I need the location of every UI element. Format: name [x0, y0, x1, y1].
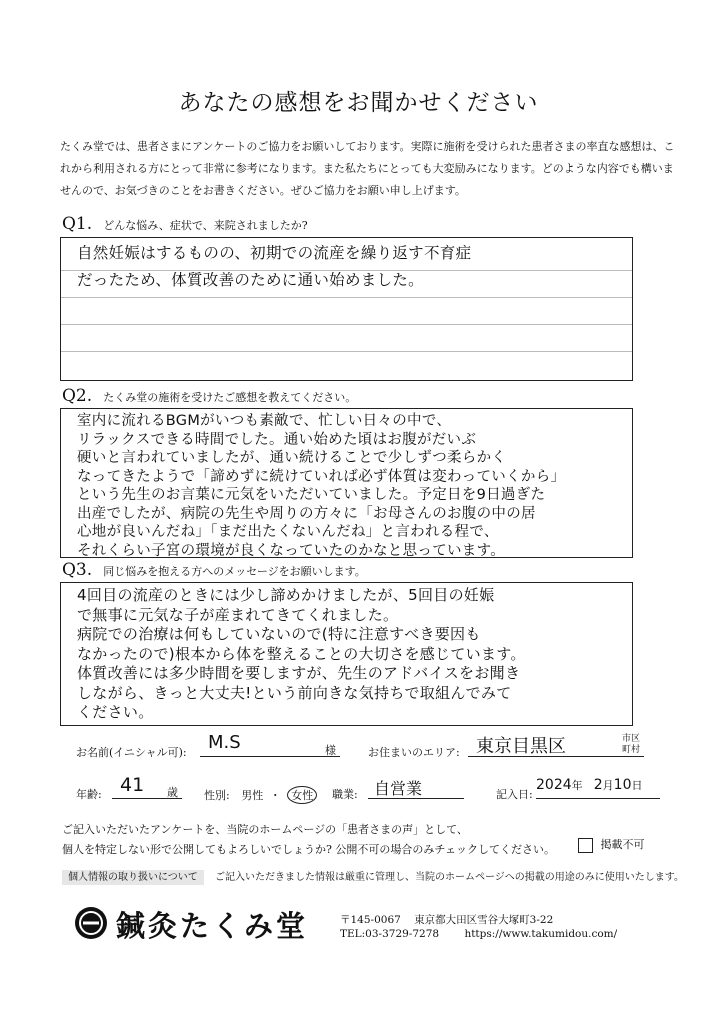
consent-line-1: ご記入いただいたアンケートを、当院のホームページの「患者さまの声」として、 — [62, 823, 468, 836]
clinic-address: 東京都大田区雪谷大塚町3-22 — [414, 914, 554, 926]
q3-header — [62, 560, 366, 580]
gender-field[interactable] — [204, 786, 317, 804]
gender-separator: ・ — [269, 789, 281, 802]
date-day: 10 — [613, 777, 632, 793]
q3-label: Q3. — [62, 560, 93, 580]
clinic-logo-mark — [74, 906, 108, 944]
q3-answer: 4回目の流産のときには少し諦めかけましたが、5回目の妊娠 で無事に元気な子が産まれてきてくれました。 病院での治療は何もしていないので(特に注意すべき要因も なかったので)根本から体を整えることの大切さを感じています。 体質改善には多少時間を要しますが、先生のアドバイスをお聞き しながら、きっと大丈夫!という前向きな気持ちで取組んでみて ください。 — [77, 586, 526, 721]
intro-text: たくみ堂では、患者さまにアンケートのご協力をお願いしております。実際に施術を受けられた患者さまの率直な感想は、これから利用される方にとって非常に参考になります。また私たちにとっても大変励みになります。どのような内容でも構いませんので、お気づきのことをお書きください。ぜひご協力をお願い申し上げます。 — [60, 140, 675, 197]
consent-line-2: 個人を特定しない形で公開してもよろしいでしょうか? 公開不可の場合のみチェックしてください。 — [62, 843, 556, 856]
age-field[interactable] — [112, 774, 182, 799]
job-field[interactable] — [368, 774, 464, 799]
date-year-suffix: 年 — [571, 779, 583, 792]
q3-question: 同じ悩みを抱える方へのメッセージをお願いします。 — [103, 565, 366, 578]
age-suffix: 歳 — [167, 786, 178, 799]
job-label: 職業: — [332, 788, 358, 801]
q1-answer-box — [60, 237, 633, 381]
name-suffix: 様 — [325, 744, 336, 757]
date-label: 記入日: — [496, 788, 533, 801]
no-publish-checkbox[interactable] — [578, 838, 593, 853]
clinic-name: 鍼灸たくみ堂 — [116, 909, 309, 943]
age-value: 41 — [120, 774, 145, 796]
gender-female-circled[interactable]: 女性 — [287, 786, 317, 804]
area-field[interactable] — [468, 730, 644, 757]
q1-answer: 自然妊娠はするものの、初期での流産を繰り返す不育症 だったため、体質改善のために通い始めました。 — [77, 244, 472, 289]
job-value: 自営業 — [374, 779, 423, 798]
privacy-text: ご記入いただきました情報は厳重に管理し、当院のホームページへの掲載の用途のみに使用いたします。 — [215, 872, 684, 883]
date-year: 2024 — [536, 777, 572, 793]
date-day-suffix: 日 — [631, 779, 643, 792]
age-label: 年齢: — [76, 788, 102, 801]
clinic-tel: TEL:03-3729-7278 — [340, 928, 440, 940]
page-title: あなたの感想をお聞かせください — [178, 90, 539, 116]
q2-answer-box — [60, 408, 633, 558]
date-field[interactable] — [536, 774, 660, 799]
privacy-label: 個人情報の取り扱いについて — [62, 870, 204, 885]
date-month-suffix: 月 — [602, 779, 614, 792]
q3-answer-box — [60, 582, 633, 726]
q1-question: どんな悩み、症状で、来院されましたか? — [103, 219, 308, 232]
no-publish-label: 掲載不可 — [600, 838, 645, 851]
area-label: お住まいのエリア: — [368, 746, 460, 759]
q1-label: Q1. — [62, 214, 93, 234]
area-suffix-city: 市区 — [622, 734, 641, 744]
q2-label: Q2. — [62, 386, 93, 406]
privacy-row — [62, 868, 684, 883]
gender-male[interactable]: 男性 — [241, 789, 264, 802]
q1-header — [62, 214, 308, 234]
q2-question: たくみ堂の施術を受けたご感想を教えてください。 — [103, 391, 357, 404]
area-value: 東京目黒区 — [476, 736, 566, 757]
gender-label: 性別: — [204, 789, 230, 802]
q2-answer: 室内に流れるBGMがいつも素敵で、忙しい日々の中で、 リラックスできる時間でした。通い始めた頃はお腹がだいぶ 硬いと言われていましたが、通い続けることで少しずつ柔らかく なってきたようで「諦めずに続けていれば必ず体質は変わっていくから」 という先生のお言葉に元気をいただいていました。予定日を9日過ぎた 出産でしたが、病院の先生や周りの方々に「お母さんのお腹の中の居 心地が良いんだね」「まだ出たくないんだね」と言われる程で、 それくらい子宮の環境が良くなっていたのかなと思っています。 — [77, 413, 566, 559]
consent-text — [62, 820, 555, 860]
date-month: 2 — [593, 777, 603, 793]
postal-code: 〒145-0067 — [340, 914, 401, 926]
name-field[interactable] — [200, 730, 340, 757]
name-value: M.S — [208, 732, 241, 753]
name-label: お名前(イニシャル可): — [76, 746, 187, 759]
area-suffix — [622, 734, 640, 756]
clinic-url[interactable]: https://www.takumidou.com/ — [464, 928, 618, 940]
no-publish-option[interactable] — [578, 836, 645, 853]
footer-address-row — [340, 912, 553, 927]
area-suffix-town: 町村 — [622, 745, 641, 755]
logo-seal-icon — [74, 906, 108, 940]
footer-contact-row — [340, 928, 617, 940]
q2-header — [62, 386, 356, 406]
